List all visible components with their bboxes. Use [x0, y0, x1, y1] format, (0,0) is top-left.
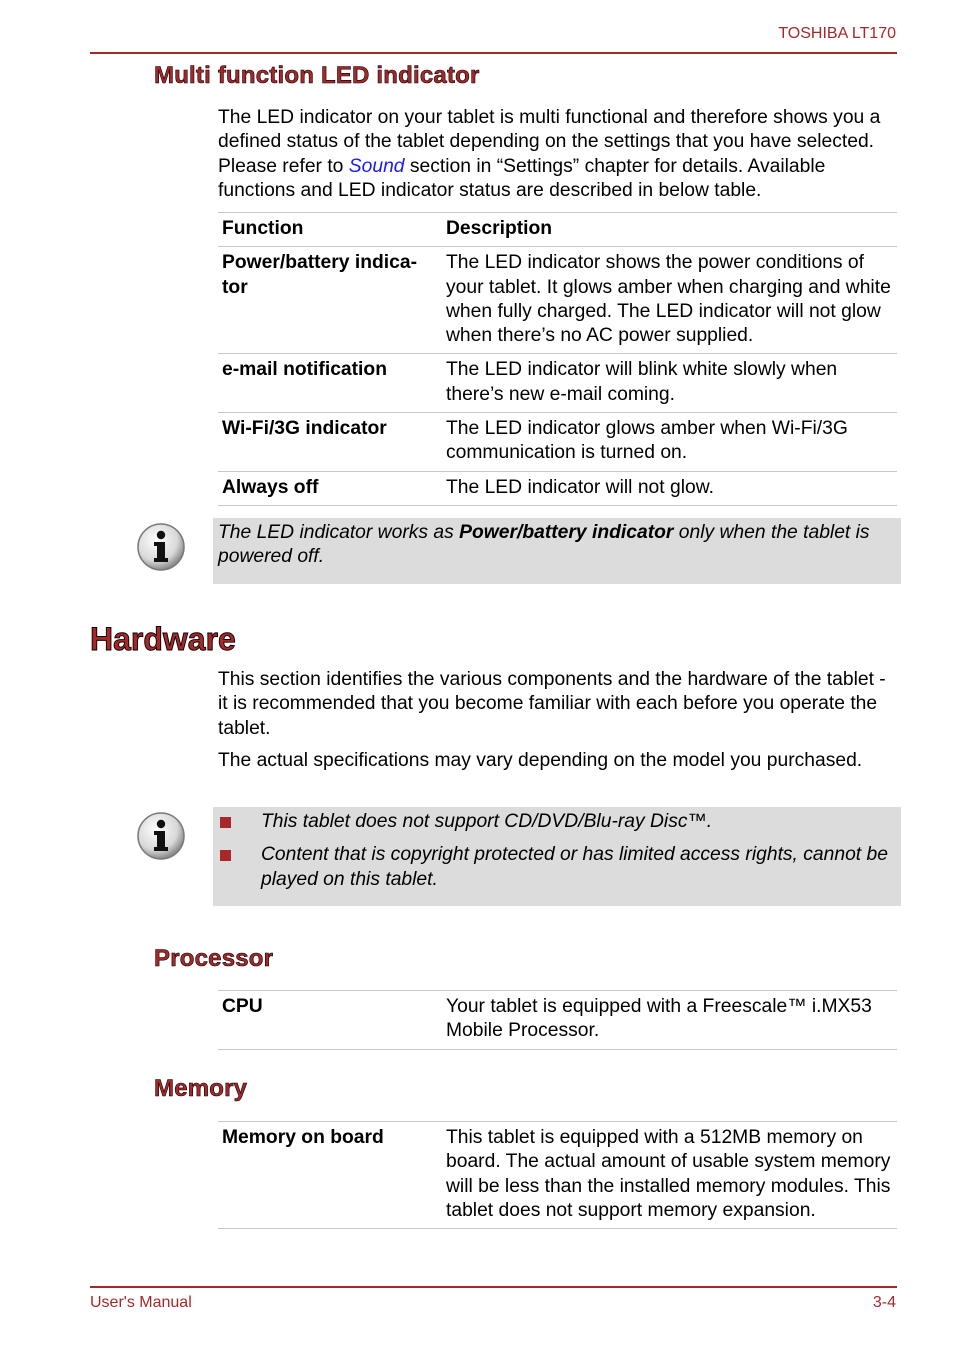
- bullet-square-icon: [220, 850, 231, 861]
- table-cell-value: This tablet is equipped with a 512MB memory on board. The actual amount of usable system memory will be less than the installed memory modules. This tablet does not support memory expansion.: [442, 1122, 897, 1229]
- table-row: [218, 247, 897, 354]
- table-cell-description: The LED indicator will not glow.: [442, 471, 897, 505]
- bullet-text: Content that is copyright protected or has limited access rights, cannot be played on this tablet.: [261, 844, 888, 890]
- table-row: [218, 1122, 897, 1229]
- note-text-after: only when the tablet is powered off.: [218, 522, 870, 568]
- table-cell-description: The LED indicator shows the power conditions of your tablet. It glows amber when charging and white when fully charged. The LED indicator will not glow when there’s no AC power supplied.: [442, 247, 897, 354]
- info-icon: [136, 811, 186, 861]
- list-item: [213, 810, 895, 834]
- footer-rule: [90, 1286, 897, 1288]
- processor-table: [218, 990, 897, 1050]
- note-text: The LED indicator works as: [218, 522, 460, 543]
- memory-title: Memory: [154, 1075, 248, 1102]
- table-header-function: Function: [218, 213, 442, 247]
- table-cell-function: Wi-Fi/3G indicator: [218, 413, 442, 472]
- table-row: [218, 991, 897, 1050]
- sound-link[interactable]: Sound: [348, 155, 405, 177]
- table-row: [218, 354, 897, 413]
- led-section-title: Multi function LED indicator: [154, 62, 480, 89]
- processor-title: Processor: [154, 945, 274, 972]
- hardware-paragraph-2: The actual specifications may vary depending on the model you purchased.: [218, 750, 863, 771]
- table-row: [218, 471, 897, 505]
- led-function-table: [218, 212, 897, 506]
- bullet-text: This tablet does not support CD/DVD/Blu-ray Disc™.: [261, 811, 713, 832]
- memory-table: [218, 1121, 897, 1229]
- info-icon: [136, 522, 186, 572]
- note-box-bullets: [213, 807, 901, 906]
- table-cell-function: Power/battery indica-tor: [218, 247, 442, 354]
- header-product-name: TOSHIBA LT170: [778, 25, 896, 42]
- note-bold-text: Power/battery indicator: [459, 522, 674, 543]
- footer-manual-label: User's Manual: [90, 1294, 192, 1311]
- note-box: [213, 518, 901, 584]
- table-cell-key: Memory on board: [218, 1122, 442, 1229]
- footer-page-number: 3-4: [872, 1294, 896, 1311]
- table-header-row: [218, 213, 897, 247]
- table-row: [218, 413, 897, 472]
- table-cell-value: Your tablet is equipped with a Freescale™ i.MX53 Mobile Processor.: [442, 991, 897, 1050]
- table-header-description: Description: [442, 213, 897, 247]
- bullet-square-icon: [220, 817, 231, 828]
- list-item: [213, 843, 895, 892]
- led-intro-text: The LED indicator on your tablet is multi functional and therefore shows you a defined status of the tablet depending on the settings that you have selected. Please refer to: [218, 107, 881, 177]
- table-cell-function: e-mail notification: [218, 354, 442, 413]
- table-cell-description: The LED indicator glows amber when Wi-Fi/3G communication is turned on.: [442, 413, 897, 472]
- header-rule: [90, 52, 897, 54]
- hardware-paragraph-1: This section identifies the various components and the hardware of the tablet - it is recommended that you become familiar with each before you operate the tablet.: [218, 669, 886, 739]
- table-cell-function: Always off: [218, 471, 442, 505]
- table-cell-description: The LED indicator will blink white slowly when there’s new e-mail coming.: [442, 354, 897, 413]
- led-intro-paragraph: [218, 106, 898, 203]
- table-cell-key: CPU: [218, 991, 442, 1050]
- led-intro-text-after: section in “Settings” chapter for details. Available functions and LED indicator status are described in below table.: [218, 155, 826, 201]
- hardware-title: Hardware: [90, 621, 236, 657]
